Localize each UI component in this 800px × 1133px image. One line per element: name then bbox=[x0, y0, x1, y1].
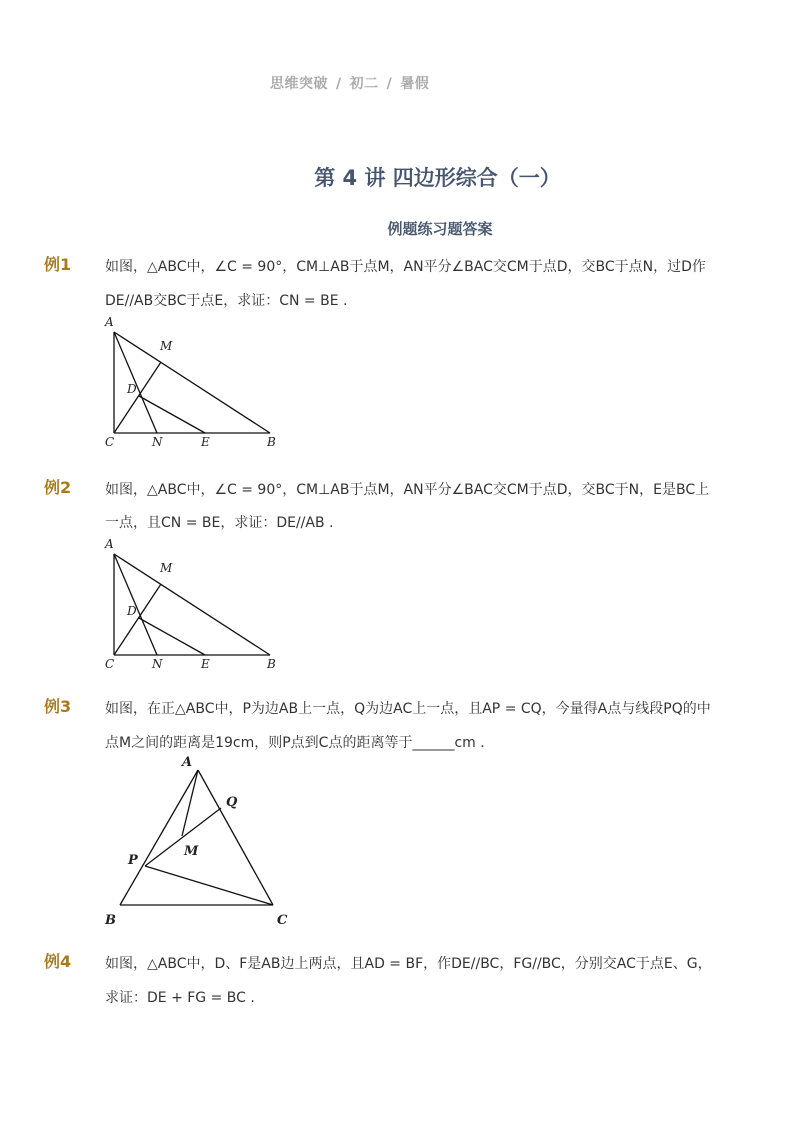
example-2-label: 例2 bbox=[44, 478, 72, 497]
label-N: N bbox=[152, 435, 163, 449]
label-M: M bbox=[160, 339, 173, 353]
label-A: A bbox=[105, 315, 114, 329]
lecture-title: 第 4 讲 四边形综合（一） bbox=[314, 166, 561, 190]
header-grade: 初二 bbox=[349, 76, 379, 92]
example-3-line-1: 如图，在正△ABC中，P为边AB上一点，Q为边AC上一点，且AP = CQ，今量得A点与线段PQ的中 bbox=[105, 701, 711, 717]
label-N: N bbox=[152, 657, 163, 671]
label-A: A bbox=[105, 537, 114, 551]
label-P: P bbox=[128, 853, 138, 868]
example-2-figure bbox=[100, 534, 290, 674]
label-E: E bbox=[201, 657, 210, 671]
label-B: B bbox=[267, 435, 276, 449]
example-2-line-2: 一点，且CN = BE，求证：DE//AB . bbox=[105, 515, 334, 531]
section-subtitle: 例题练习题答案 bbox=[387, 220, 493, 238]
example-4-line-2: 求证：DE + FG = BC . bbox=[105, 990, 255, 1006]
header-separator: / bbox=[336, 76, 342, 92]
example-4-line-1: 如图，△ABC中，D、F是AB边上两点，且AD = BF，作DE//BC，FG//BC，分别交AC于点E、G， bbox=[105, 956, 712, 972]
label-M: M bbox=[184, 844, 199, 859]
example-2-line-1: 如图，△ABC中，∠C = 90°，CM⊥AB于点M，AN平分∠BAC交CM于点D，交BC于N，E是BC上 bbox=[105, 482, 710, 498]
label-M: M bbox=[160, 561, 173, 575]
example-1-label: 例1 bbox=[44, 255, 72, 274]
example-1-line-2: DE//AB交BC于点E，求证：CN = BE . bbox=[105, 293, 348, 309]
example-3-label: 例3 bbox=[44, 697, 72, 716]
header-series: 思维突破 bbox=[270, 76, 328, 92]
label-B: B bbox=[105, 913, 116, 928]
label-C: C bbox=[105, 435, 115, 449]
example-1-line-1: 如图，△ABC中，∠C = 90°，CM⊥AB于点M，AN平分∠BAC交CM于点D，交BC于点N，过D作 bbox=[105, 259, 706, 275]
example-1-figure bbox=[100, 312, 290, 452]
example-4-label: 例4 bbox=[44, 952, 72, 971]
label-D: D bbox=[127, 604, 137, 618]
label-B: B bbox=[267, 657, 276, 671]
page-header bbox=[270, 73, 429, 93]
label-E: E bbox=[201, 435, 210, 449]
label-C: C bbox=[277, 913, 288, 928]
label-C: C bbox=[105, 657, 115, 671]
example-3-line-2: 点M之间的距离是19cm，则P点到C点的距离等于______cm . bbox=[105, 735, 485, 751]
header-term: 暑假 bbox=[400, 76, 430, 92]
label-D: D bbox=[127, 382, 137, 396]
example-3-figure bbox=[98, 750, 298, 930]
header-separator: / bbox=[386, 76, 393, 92]
label-Q: Q bbox=[226, 795, 238, 810]
label-A: A bbox=[182, 755, 193, 770]
